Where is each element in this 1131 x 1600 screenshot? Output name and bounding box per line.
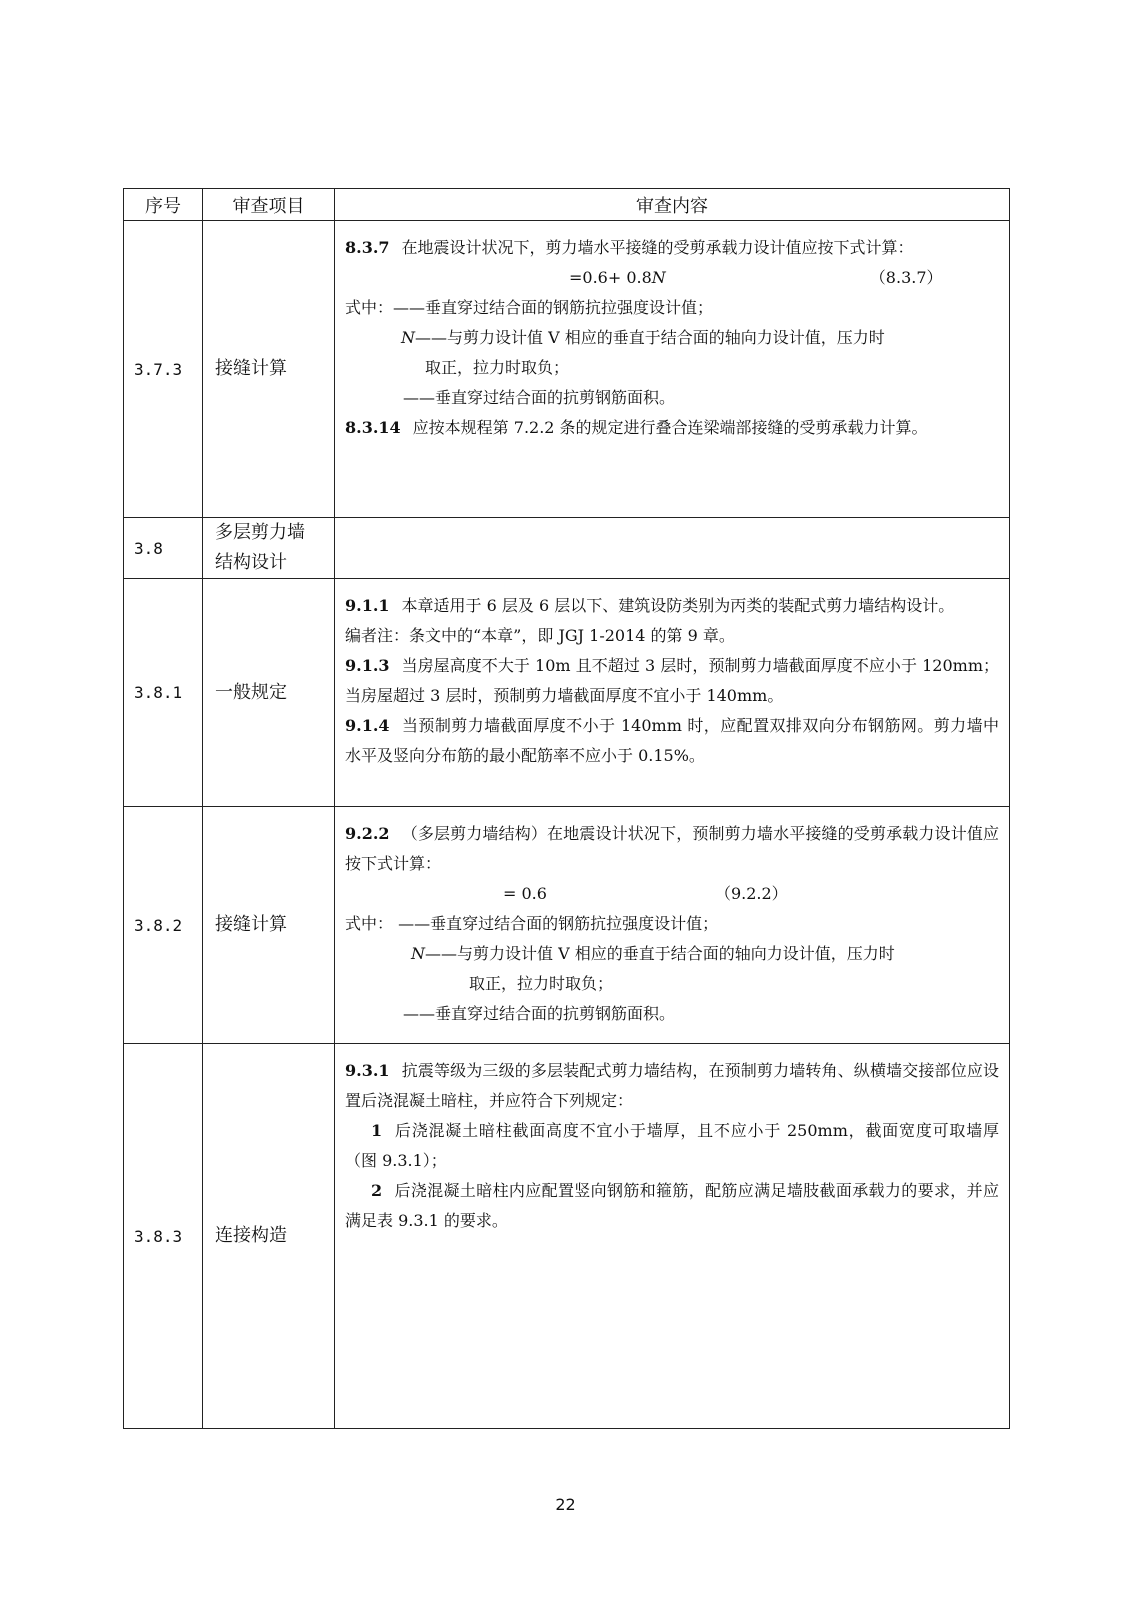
header-item: 审查项目 (203, 189, 335, 221)
clause-text: 本章适用于 6 层及 6 层以下、建筑设防类别为丙类的装配式剪力墙结构设计。 (401, 596, 955, 615)
clause-number: 9.1.4 (345, 716, 390, 735)
review-table (123, 188, 1010, 1429)
row-item: 接缝计算 (203, 221, 335, 518)
definition-text: ——与剪力设计值 V 相应的垂直于结合面的轴向力设计值，压力时 (425, 944, 895, 963)
row-item: 一般规定 (203, 579, 335, 807)
row-number: 3.7.3 (124, 221, 203, 518)
definition (345, 939, 999, 969)
clause-text: （多层剪力墙结构）在地震设计状况下，预制剪力墙水平接缝的受剪承载力设计值应按下式计算： (345, 824, 999, 873)
page-number: 22 (555, 1495, 576, 1514)
clause-number: 8.3.14 (345, 418, 401, 437)
formula (345, 263, 999, 293)
formula-text: = 0.6 (503, 884, 547, 903)
table-header-row (124, 189, 1010, 221)
clause-text: 抗震等级为三级的多层装配式剪力墙结构，在预制剪力墙转角、纵横墙交接部位应设置后浇混凝土暗柱，并应符合下列规定： (345, 1061, 999, 1110)
formula-tag: （9.2.2） (714, 884, 788, 903)
row-content (335, 221, 1010, 518)
clause-number: 9.2.2 (345, 824, 390, 843)
table-row (124, 518, 1010, 579)
clause (345, 711, 999, 771)
definition: 式中：——垂直穿过结合面的钢筋抗拉强度设计值； (345, 298, 714, 317)
definition-variable: N (401, 328, 415, 347)
clause (345, 651, 999, 711)
sub-item-text: 后浇混凝土暗柱截面高度不宜小于墙厚，且不应小于 250mm，截面宽度可取墙厚（图 9.3.1）； (345, 1121, 999, 1170)
formula-tag: （8.3.7） (869, 268, 943, 287)
row-content (335, 1044, 1010, 1429)
editor-note: 编者注：条文中的“本章”，即 JGJ 1-2014 的第 9 章。 (345, 626, 735, 645)
row-item (203, 518, 335, 579)
row-content (335, 579, 1010, 807)
sub-item-number: 2 (371, 1181, 383, 1200)
row-item: 接缝计算 (203, 807, 335, 1044)
row-item-line: 多层剪力墙 (215, 522, 305, 543)
formula (345, 879, 999, 909)
table-row (124, 1044, 1010, 1429)
definition-variable: N (411, 944, 425, 963)
clause-text: 应按本规程第 7.2.2 条的规定进行叠合连梁端部接缝的受剪承载力计算。 (412, 418, 928, 437)
table-row (124, 221, 1010, 518)
row-number: 3.8.3 (124, 1044, 203, 1429)
clause-text: 当预制剪力墙截面厚度不小于 140mm 时，应配置双排双向分布钢筋网。剪力墙中水平及竖向分布筋的最小配筋率不应小于 0.15%。 (345, 716, 999, 765)
formula-text: =0.6+ 0.8 (569, 268, 652, 287)
definition: ——垂直穿过结合面的抗剪钢筋面积。 (403, 1004, 676, 1023)
definition: ——垂直穿过结合面的抗剪钢筋面积。 (403, 388, 676, 407)
table-row (124, 579, 1010, 807)
row-number: 3.8.1 (124, 579, 203, 807)
clause-text: 在地震设计状况下，剪力墙水平接缝的受剪承载力设计值应按下式计算： (401, 238, 914, 257)
row-number: 3.8.2 (124, 807, 203, 1044)
row-number: 3.8 (124, 518, 203, 579)
clause (345, 1056, 999, 1116)
sub-item-number: 1 (371, 1121, 383, 1140)
clause-number: 9.1.3 (345, 656, 390, 675)
clause-number: 9.1.1 (345, 596, 390, 615)
row-content (335, 518, 1010, 579)
clause-number: 9.3.1 (345, 1061, 390, 1080)
sub-item-text: 后浇混凝土暗柱内应配置竖向钢筋和箍筋，配筋应满足墙肢截面承载力的要求，并应满足表 9.3.1 的要求。 (345, 1181, 999, 1230)
clause-text: 当房屋高度不大于 10m 且不超过 3 层时，预制剪力墙截面厚度不应小于 120mm；当房屋超过 3 层时，预制剪力墙截面厚度不宜小于 140mm。 (345, 656, 999, 705)
clause (345, 233, 999, 263)
row-content (335, 807, 1010, 1044)
table-row (124, 807, 1010, 1044)
definition: 式中： ——垂直穿过结合面的钢筋抗拉强度设计值； (345, 914, 719, 933)
definition-continuation: 取正，拉力时取负； (425, 358, 570, 377)
clause (345, 413, 999, 443)
clause (345, 591, 999, 621)
sub-item (345, 1176, 999, 1236)
definition (345, 323, 999, 353)
definition-continuation: 取正，拉力时取负； (469, 974, 614, 993)
formula-variable: N (651, 268, 666, 287)
header-no: 序号 (124, 189, 203, 221)
row-item-line: 结构设计 (215, 552, 287, 573)
clause (345, 819, 999, 879)
header-content: 审查内容 (335, 189, 1010, 221)
sub-item (345, 1116, 999, 1176)
clause-number: 8.3.7 (345, 238, 390, 257)
row-item: 连接构造 (203, 1044, 335, 1429)
definition-text: ——与剪力设计值 V 相应的垂直于结合面的轴向力设计值，压力时 (415, 328, 885, 347)
